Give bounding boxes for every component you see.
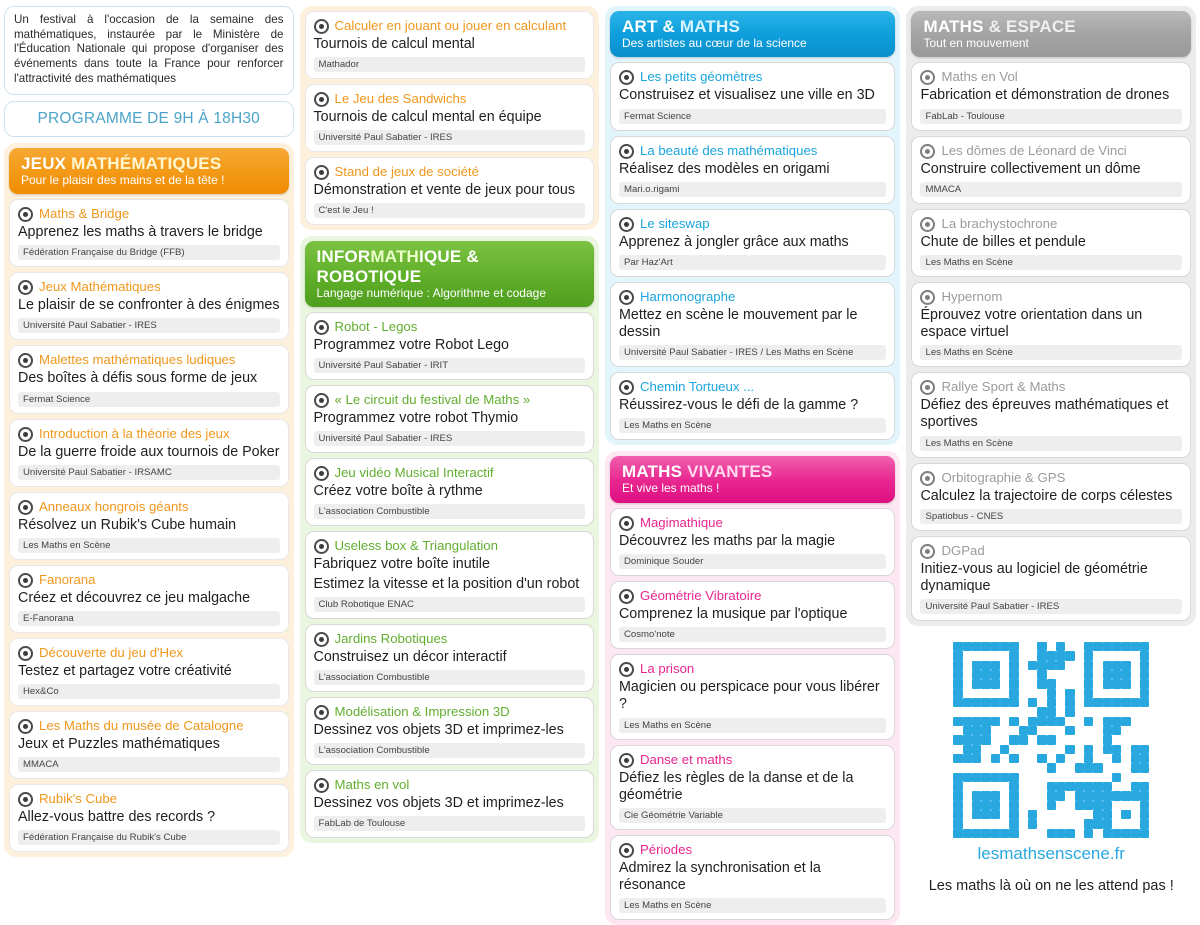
activity-card[interactable]	[911, 372, 1191, 457]
activity-title: Les dômes de Léonard de Vinci	[941, 142, 1127, 158]
activity-organisation: Fédération Française du Bridge (FFB)	[18, 245, 280, 260]
activity-description: Fabrication et démonstration de drones	[920, 87, 1170, 104]
activity-title: Malettes mathématiques ludiques	[39, 352, 236, 368]
bullet-icon	[619, 662, 634, 677]
bullet-icon	[314, 778, 329, 793]
bullet-icon	[619, 753, 634, 768]
section-info-subtitle: Langage numérique : Algorithme et codage	[316, 285, 546, 300]
activity-title: « Le circuit du festival de Maths »	[334, 392, 531, 408]
activity-card[interactable]	[610, 835, 896, 920]
activity-title: La beauté des mathématiques	[639, 142, 818, 158]
activity-organisation: Université Paul Sabatier - IRES	[314, 130, 585, 145]
section-jeux-panel	[4, 143, 294, 858]
activity-card[interactable]	[305, 385, 594, 453]
activity-description: Réussirez-vous le défi de la gamme ?	[618, 397, 859, 414]
activity-card[interactable]	[610, 654, 896, 739]
activity-description: Mettez en scène le mouvement par le dessin	[618, 306, 858, 341]
section-info-title-1: INFOR	[316, 247, 371, 267]
activity-card[interactable]	[305, 11, 594, 79]
activity-card[interactable]	[305, 458, 594, 526]
activity-card[interactable]	[911, 536, 1191, 621]
bullet-icon	[619, 516, 634, 531]
bullet-icon	[920, 290, 935, 305]
activity-organisation: Cosmo'note	[619, 627, 887, 642]
activity-card[interactable]	[9, 492, 289, 560]
bullet-icon	[18, 646, 33, 661]
section-jeux-subtitle: Pour le plaisir des mains et de la tête !	[21, 172, 225, 187]
bullet-icon	[18, 427, 33, 442]
column-art-vivantes	[605, 6, 901, 912]
activity-description: Des boîtes à défis sous forme de jeux	[18, 370, 258, 387]
activity-title: Magimathique	[639, 514, 723, 530]
section-art-panel	[605, 6, 901, 445]
activity-description: Construire collectivement un dôme	[920, 160, 1141, 177]
section-info-title-3: IQUE & ROBOTIQUE	[316, 247, 479, 286]
bullet-icon	[314, 705, 329, 720]
activity-organisation: Mari.o.rigami	[619, 182, 887, 197]
activity-description: Chute de billes et pendule	[920, 233, 1086, 250]
bullet-icon	[18, 792, 33, 807]
bullet-icon	[18, 719, 33, 734]
activity-card[interactable]	[610, 581, 896, 649]
activity-description: Construisez un décor interactif	[313, 648, 507, 665]
bullet-icon	[920, 70, 935, 85]
activity-description: Magicien ou perspicace pour vous libérer ?	[618, 679, 880, 713]
activity-title: Le Jeu des Sandwichs	[334, 91, 467, 107]
section-art-title-1: ART &	[621, 17, 680, 36]
activity-title: Modélisation & Impression 3D	[334, 703, 510, 719]
activity-title: Stand de jeux de société	[334, 164, 479, 180]
activity-description: Testez et partagez votre créativité	[18, 663, 232, 679]
activity-description: Comprenez la musique par l'optique	[618, 606, 848, 623]
activity-title: Les petits géomètres	[639, 69, 763, 85]
activity-organisation: Les Maths en Scène	[920, 436, 1182, 451]
section-espace-title-1: MATHS	[923, 17, 989, 36]
activity-card[interactable]	[610, 372, 896, 440]
activity-card[interactable]	[305, 84, 594, 152]
column-games	[4, 6, 294, 845]
activity-card[interactable]	[911, 209, 1191, 277]
activity-title: Chemin Tortueux ...	[639, 379, 755, 395]
section-info-banner	[305, 241, 594, 307]
activity-organisation: Les Maths en Scène	[920, 345, 1182, 360]
section-art-subtitle: Des artistes au cœur de la science	[621, 36, 807, 51]
activity-organisation: MMACA	[18, 757, 280, 772]
activity-organisation: Spatiobus - CNES	[920, 509, 1182, 524]
activity-title: Rubik's Cube	[39, 791, 118, 807]
activity-title: Useless box & Triangulation	[334, 538, 498, 554]
activity-description: Apprenez à jongler grâce aux maths	[618, 233, 849, 250]
activity-title: Les Maths du musée de Catalogne	[39, 718, 244, 734]
activity-description: Résolvez un Rubik's Cube humain	[18, 516, 237, 533]
activity-card[interactable]	[911, 136, 1191, 204]
activity-description: Jeux et Puzzles mathématiques	[18, 736, 220, 753]
activity-card[interactable]	[305, 312, 594, 380]
activity-title: Harmonographe	[639, 288, 736, 304]
activity-organisation: L'association Combustible	[314, 670, 585, 685]
section-vivantes-title-2: VIVANTES	[687, 462, 773, 482]
activity-organisation: Club Robotique ENAC	[314, 597, 585, 612]
qr-section	[906, 642, 1196, 864]
section-jeux-title-1: JEUX	[21, 153, 72, 173]
section-espace-banner	[911, 11, 1191, 57]
activity-title: Rallye Sport & Maths	[941, 379, 1066, 395]
activity-title: Anneaux hongrois géants	[39, 498, 189, 514]
activity-organisation: Fédération Française du Rubik's Cube	[18, 830, 280, 845]
bullet-icon	[18, 573, 33, 588]
bullet-icon	[314, 19, 329, 34]
activity-description: Allez-vous battre des records ?	[18, 809, 216, 826]
activity-description: Créez et découvrez ce jeu malgache	[18, 589, 251, 606]
tagline: Les maths là où on ne les attend pas !	[928, 878, 1174, 895]
activity-card[interactable]	[305, 697, 594, 765]
section-art-banner	[610, 11, 896, 57]
bullet-icon	[619, 843, 634, 858]
activity-card[interactable]	[610, 508, 896, 576]
activity-title: Maths en vol	[334, 777, 410, 793]
section-jeux-title-2: MATHÉMATIQUES	[71, 153, 222, 173]
activity-organisation: MMACA	[920, 182, 1182, 197]
activity-description: Découvrez les maths par la magie	[618, 532, 836, 549]
activity-title: Introduction à la théorie des jeux	[39, 425, 230, 441]
section-espace-title-2: & ESPACE	[988, 17, 1076, 36]
activity-title: Calculer en jouant ou jouer en calculant	[334, 18, 567, 33]
activity-description: Dessinez vos objets 3D et imprimez-les	[313, 721, 564, 738]
bullet-icon	[314, 320, 329, 335]
bullet-icon	[619, 70, 634, 85]
bullet-icon	[619, 380, 634, 395]
section-vivantes-subtitle: Et vive les maths !	[621, 481, 720, 496]
bullet-icon	[920, 144, 935, 159]
activity-description: Apprenez les maths à travers le bridge	[18, 224, 263, 241]
bullet-icon	[314, 165, 329, 180]
activity-organisation: Université Paul Sabatier - IRIT	[314, 358, 585, 373]
column-informatique	[300, 6, 599, 845]
activity-organisation: Mathador	[314, 57, 585, 72]
activity-organisation: Les Maths en Scène	[619, 718, 887, 733]
bullet-icon	[314, 393, 329, 408]
column-espace	[906, 6, 1196, 895]
activity-title: DGPad	[941, 542, 985, 558]
activity-description: Construisez et visualisez une ville en 3D	[618, 87, 875, 104]
activity-title: Maths & Bridge	[39, 206, 130, 222]
bullet-icon	[314, 632, 329, 647]
activity-card[interactable]	[9, 784, 289, 852]
activity-card[interactable]	[305, 531, 594, 618]
activity-description: De la guerre froide aux tournois de Poker	[18, 443, 280, 460]
activity-description: Initiez-vous au logiciel de géométrie dynamique	[920, 560, 1148, 594]
section-info-panel	[300, 236, 599, 843]
activity-card[interactable]	[610, 136, 896, 204]
bullet-icon	[920, 471, 935, 486]
qr-code-icon[interactable]	[953, 642, 1149, 838]
activity-card[interactable]	[9, 199, 289, 267]
activity-description: Défiez les règles de la danse et de la géométrie	[618, 769, 854, 803]
activity-description: Créez votre boîte à rythme	[313, 483, 483, 500]
activity-title: Jardins Robotiques	[334, 630, 448, 646]
bullet-icon	[18, 207, 33, 222]
activity-description: Admirez la synchronisation et la résonance	[618, 859, 821, 893]
activity-organisation: L'association Combustible	[314, 504, 585, 519]
activity-card[interactable]	[9, 345, 289, 413]
activity-description: Démonstration et vente de jeux pour tous	[313, 182, 575, 199]
activity-organisation: FabLab de Toulouse	[314, 816, 585, 831]
activity-description: Programmez votre robot Thymio	[313, 410, 519, 427]
activity-title: La prison	[639, 661, 695, 677]
activity-organisation: Les Maths en Scène	[619, 418, 887, 433]
activity-organisation: Université Paul Sabatier - IRES / Les Maths en Scène	[619, 345, 887, 360]
activity-description: Programmez votre Robot Lego	[313, 336, 509, 353]
activity-description-line2: Estimez la vitesse et la position d'un robot	[313, 575, 580, 592]
activity-title: Jeu vidéo Musical Interactif	[334, 465, 494, 481]
section-art-title-2: MATHS	[679, 17, 741, 36]
activity-organisation: FabLab - Toulouse	[920, 109, 1182, 124]
section-espace-subtitle: Tout en mouvement	[923, 36, 1029, 51]
activity-title: Périodes	[639, 841, 693, 857]
activity-card[interactable]	[9, 419, 289, 487]
section-vivantes-title-1: MATHS	[621, 462, 688, 482]
activity-card[interactable]	[9, 565, 289, 633]
activity-description: Calculez la trajectoire de corps célestes	[920, 487, 1173, 504]
activity-card[interactable]	[305, 157, 594, 225]
activity-card[interactable]	[9, 638, 289, 706]
activity-title: Fanorana	[39, 571, 96, 587]
activity-title: Orbitographie & GPS	[941, 469, 1066, 485]
section-jeux-top-panel	[300, 6, 599, 230]
activity-title: La brachystochrone	[941, 215, 1058, 231]
activity-organisation: Les Maths en Scène	[619, 898, 887, 913]
section-vivantes-banner	[610, 456, 896, 502]
activity-title: Géométrie Vibratoire	[639, 588, 762, 604]
website-url[interactable]: lesmathsenscene.fr	[977, 844, 1125, 864]
activity-title: Danse et maths	[639, 751, 733, 767]
section-jeux-banner	[9, 148, 289, 194]
section-espace-panel	[906, 6, 1196, 626]
activity-organisation: Dominique Souder	[619, 554, 887, 569]
activity-organisation: Par Haz'Art	[619, 255, 887, 270]
bullet-icon	[18, 280, 33, 295]
activity-card[interactable]	[911, 62, 1191, 130]
activity-description: Dessinez vos objets 3D et imprimez-les	[313, 795, 564, 812]
bullet-icon	[18, 500, 33, 515]
activity-description: Tournois de calcul mental	[313, 36, 475, 52]
activity-title: Hypernom	[941, 288, 1003, 304]
activity-description: Défiez des épreuves mathématiques et sportives	[920, 397, 1169, 431]
activity-organisation: Université Paul Sabatier - IRES	[314, 431, 585, 446]
bullet-icon	[619, 144, 634, 159]
bullet-icon	[314, 466, 329, 481]
activity-organisation: E-Fanorana	[18, 611, 280, 626]
bullet-icon	[314, 92, 329, 107]
activity-description: Tournois de calcul mental en équipe	[313, 109, 542, 126]
bullet-icon	[619, 290, 634, 305]
activity-description: Éprouvez votre orientation dans un espace virtuel	[920, 306, 1143, 341]
activity-organisation: Cie Géométrie Variable	[619, 808, 887, 823]
intro-text: Un festival à l'occasion de la semaine des mathématiques, instaurée par le Ministère de l'Éducation Nationale qui propose d'organiser des événements dans toute la France pour renforcer l'attractivité des mathématiques	[4, 6, 294, 95]
activity-description: Réalisez des modèles en origami	[618, 160, 830, 177]
bullet-icon	[18, 353, 33, 368]
activity-title: Maths en Vol	[941, 69, 1018, 85]
activity-card[interactable]	[911, 282, 1191, 367]
activity-title: Découverte du jeu d'Hex	[39, 645, 184, 660]
activity-description: Le plaisir de se confronter à des énigmes	[18, 297, 280, 314]
activity-card[interactable]	[305, 770, 594, 838]
activity-organisation: Université Paul Sabatier - IRES	[920, 599, 1182, 614]
activity-card[interactable]	[9, 272, 289, 340]
activity-card[interactable]	[911, 463, 1191, 531]
bullet-icon	[920, 217, 935, 232]
activity-organisation: Fermat Science	[18, 392, 280, 407]
activity-card[interactable]	[610, 209, 896, 277]
activity-title: Robot - Legos	[334, 318, 418, 334]
bullet-icon	[619, 217, 634, 232]
section-vivantes-panel	[605, 451, 901, 925]
activity-organisation: Les Maths en Scène	[18, 538, 280, 553]
bullet-icon	[314, 539, 329, 554]
activity-organisation: C'est le Jeu !	[314, 203, 585, 218]
bullet-icon	[920, 380, 935, 395]
activity-description: Fabriquez votre boîte inutile	[313, 556, 490, 573]
activity-organisation: Université Paul Sabatier - IRES	[18, 318, 280, 333]
activity-organisation: Hex&Co	[18, 684, 280, 699]
activity-card[interactable]	[610, 62, 896, 130]
section-info-title-2: MATH	[370, 247, 420, 267]
activity-title: Le siteswap	[639, 215, 710, 231]
activity-card[interactable]	[9, 711, 289, 779]
activity-organisation: Les Maths en Scène	[920, 255, 1182, 270]
activity-organisation: Université Paul Sabatier - IRSAMC	[18, 465, 280, 480]
bullet-icon	[619, 589, 634, 604]
activity-title: Jeux Mathématiques	[39, 279, 161, 295]
activity-card[interactable]	[305, 624, 594, 692]
activity-card[interactable]	[610, 745, 896, 830]
activity-organisation: Fermat Science	[619, 109, 887, 124]
activity-card[interactable]	[610, 282, 896, 367]
programme-hours: PROGRAMME DE 9H À 18H30	[4, 101, 294, 137]
bullet-icon	[920, 544, 935, 559]
activity-organisation: L'association Combustible	[314, 743, 585, 758]
